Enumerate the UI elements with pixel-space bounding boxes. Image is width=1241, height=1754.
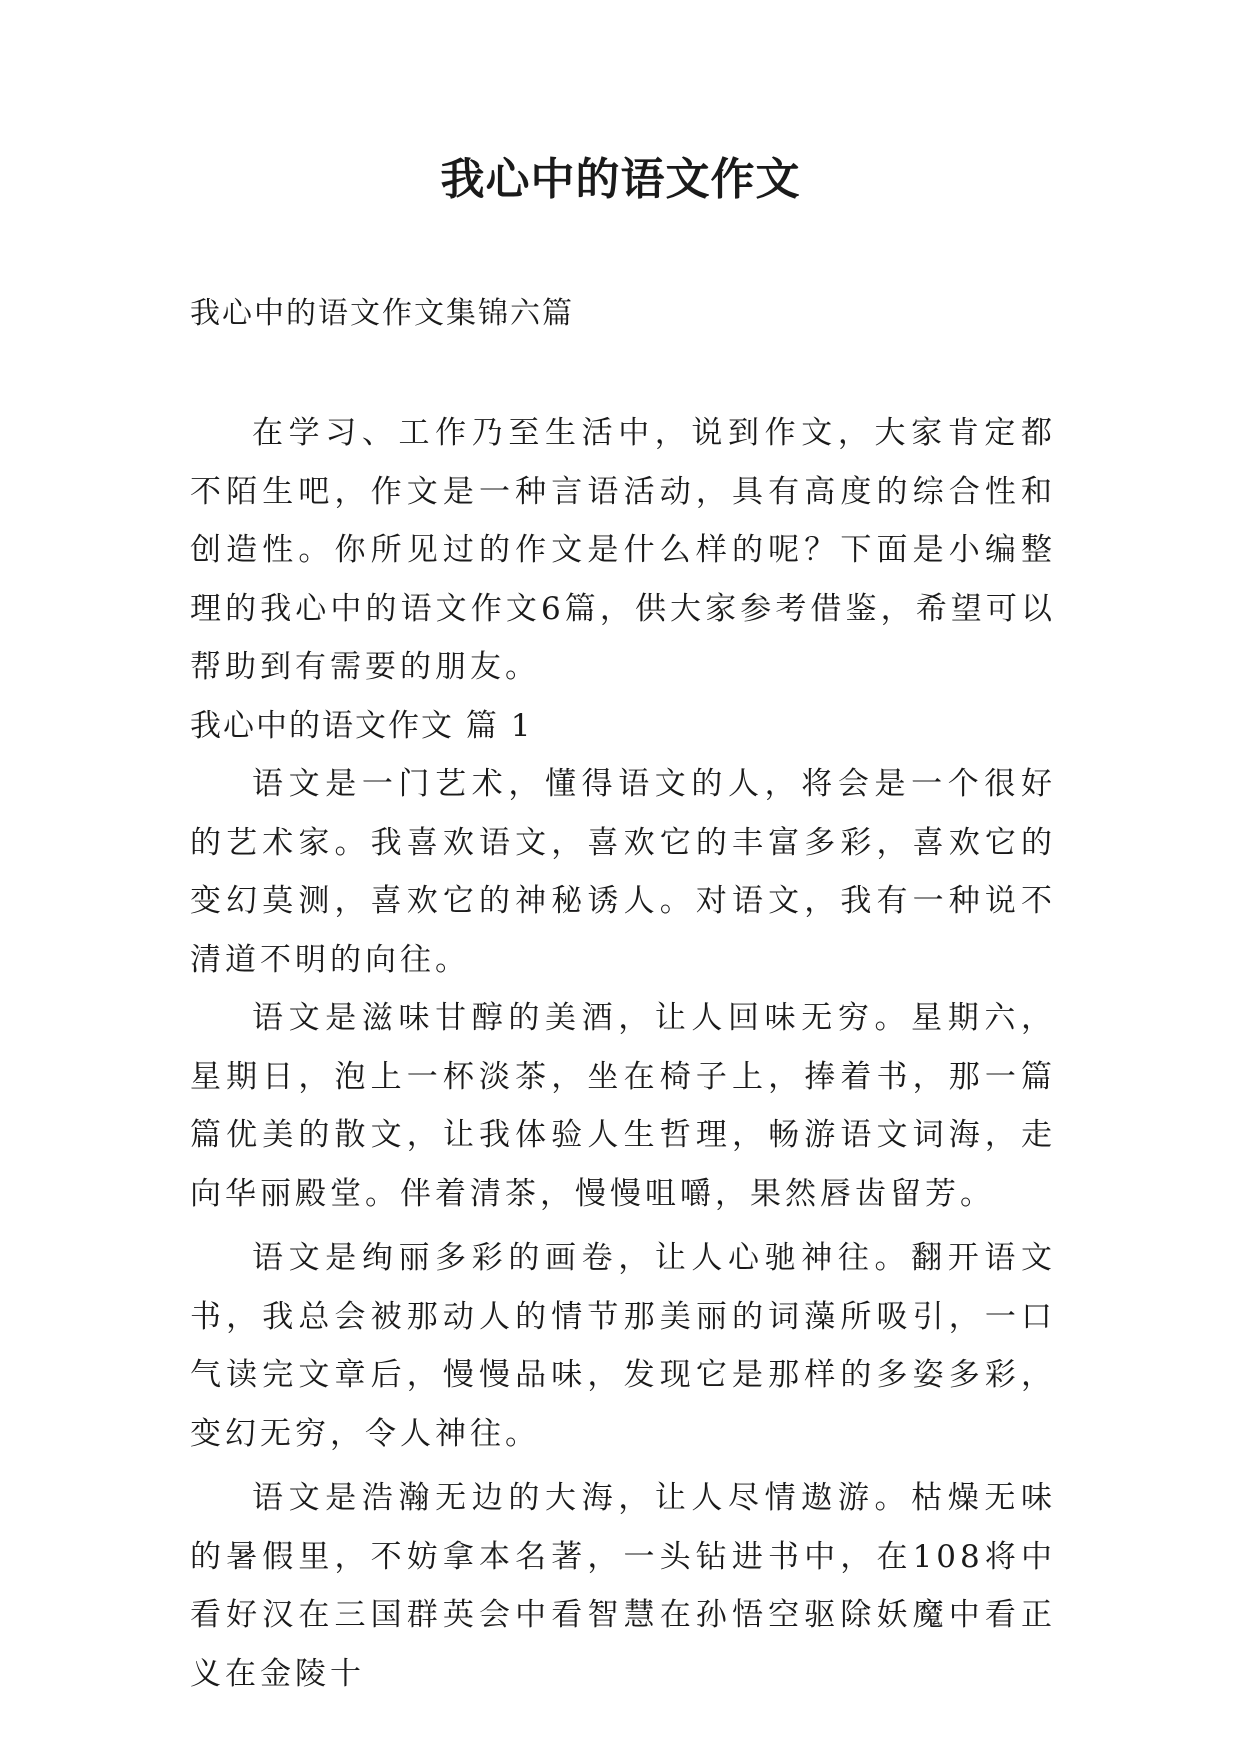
intro-paragraph: 在学习、工作乃至生活中，说到作文，大家肯定都不陌生吧，作文是一种言语活动，具有高度的综合性和创造性。你所见过的作文是什么样的呢？下面是小编整理的我心中的语文作文6篇，供大家参考借鉴，希望可以帮助到有需要的朋友。 [190,415,1056,685]
body-paragraph: 语文是滋味甘醇的美酒，让人回味无穷。星期六，星期日，泡上一杯淡茶，坐在椅子上，捧着书，那一篇篇优美的散文，让我体验人生哲理，畅游语文词海，走向华丽殿堂。伴着清茶，慢慢咀嚼，果然唇齿留芳。 [190,1000,1056,1212]
section-heading: 我心中的语文作文 篇 1 [190,707,533,744]
body-paragraph: 语文是绚丽多彩的画卷，让人心驰神往。翻开语文书，我总会被那动人的情节那美丽的词藻所吸引，一口气读完文章后，慢慢品味，发现它是那样的多姿多彩，变幻无穷，令人神往。 [190,1240,1056,1452]
body-paragraph: 语文是一门艺术，懂得语文的人，将会是一个很好的艺术家。我喜欢语文，喜欢它的丰富多彩，喜欢它的变幻莫测，喜欢它的神秘诱人。对语文，我有一种说不清道不明的向往。 [190,766,1056,978]
document-title: 我心中的语文作文 [440,154,801,205]
body-paragraph: 语文是浩瀚无边的大海，让人尽情遨游。枯燥无味的暑假里，不妨拿本名著，一头钻进书中，在108将中看好汉在三国群英会中看智慧在孙悟空驱除妖魔中看正义在金陵十 [190,1480,1056,1692]
document-body [190,404,1056,1703]
document-subtitle: 我心中的语文作文集锦六篇 [190,296,574,331]
